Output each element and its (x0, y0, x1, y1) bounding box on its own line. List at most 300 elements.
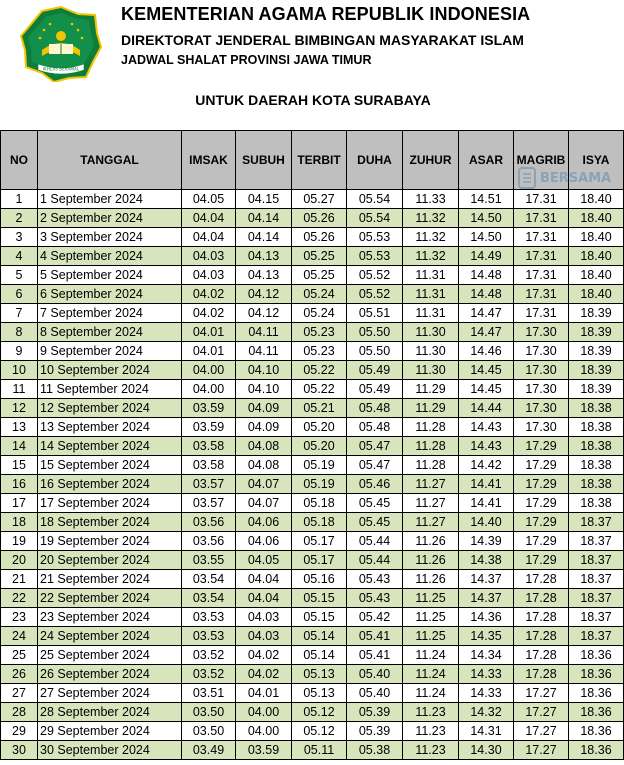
cell-no: 28 (1, 703, 38, 722)
cell-tanggal: 9 September 2024 (38, 342, 182, 361)
cell-isya: 18.40 (569, 247, 624, 266)
cell-magrib: 17.27 (514, 741, 569, 760)
cell-tanggal: 28 September 2024 (38, 703, 182, 722)
cell-subuh: 04.10 (236, 361, 292, 380)
column-header-no: NO (1, 131, 38, 190)
cell-magrib: 17.29 (514, 513, 569, 532)
cell-no: 5 (1, 266, 38, 285)
cell-duha: 05.52 (347, 285, 403, 304)
cell-magrib: 17.30 (514, 418, 569, 437)
cell-imsak: 04.03 (182, 266, 236, 285)
cell-zuhur: 11.28 (403, 418, 459, 437)
cell-subuh: 04.00 (236, 703, 292, 722)
cell-asar: 14.32 (459, 703, 514, 722)
cell-subuh: 04.12 (236, 304, 292, 323)
cell-asar: 14.43 (459, 437, 514, 456)
cell-duha: 05.41 (347, 627, 403, 646)
cell-duha: 05.51 (347, 304, 403, 323)
table-row (1, 741, 624, 760)
cell-tanggal: 25 September 2024 (38, 646, 182, 665)
cell-asar: 14.50 (459, 209, 514, 228)
cell-subuh: 04.07 (236, 494, 292, 513)
watermark-text: BERSAMA (540, 171, 612, 186)
cell-terbit: 05.20 (292, 418, 347, 437)
cell-imsak: 03.58 (182, 437, 236, 456)
cell-magrib: 17.29 (514, 532, 569, 551)
cell-imsak: 04.04 (182, 209, 236, 228)
cell-no: 14 (1, 437, 38, 456)
cell-subuh: 04.13 (236, 266, 292, 285)
cell-asar: 14.37 (459, 570, 514, 589)
cell-zuhur: 11.31 (403, 304, 459, 323)
cell-terbit: 05.18 (292, 513, 347, 532)
cell-magrib: 17.31 (514, 266, 569, 285)
cell-no: 26 (1, 665, 38, 684)
column-header-asar: ASAR (459, 131, 514, 190)
cell-subuh: 03.59 (236, 741, 292, 760)
cell-isya: 18.39 (569, 304, 624, 323)
cell-terbit: 05.22 (292, 361, 347, 380)
cell-terbit: 05.24 (292, 285, 347, 304)
cell-duha: 05.43 (347, 570, 403, 589)
cell-no: 16 (1, 475, 38, 494)
column-header-subuh: SUBUH (236, 131, 292, 190)
cell-isya: 18.36 (569, 665, 624, 684)
cell-isya: 18.38 (569, 399, 624, 418)
cell-no: 8 (1, 323, 38, 342)
cell-zuhur: 11.30 (403, 361, 459, 380)
table-row (1, 285, 624, 304)
cell-zuhur: 11.28 (403, 456, 459, 475)
cell-isya: 18.36 (569, 703, 624, 722)
cell-zuhur: 11.27 (403, 513, 459, 532)
cell-duha: 05.43 (347, 589, 403, 608)
cell-asar: 14.47 (459, 323, 514, 342)
cell-no: 15 (1, 456, 38, 475)
cell-asar: 14.40 (459, 513, 514, 532)
cell-magrib: 17.31 (514, 209, 569, 228)
cell-isya: 18.37 (569, 589, 624, 608)
cell-isya: 18.40 (569, 266, 624, 285)
cell-isya: 18.40 (569, 228, 624, 247)
cell-duha: 05.41 (347, 646, 403, 665)
cell-tanggal: 8 September 2024 (38, 323, 182, 342)
table-row (1, 551, 624, 570)
cell-zuhur: 11.30 (403, 342, 459, 361)
cell-magrib: 17.28 (514, 627, 569, 646)
cell-isya: 18.39 (569, 361, 624, 380)
cell-imsak: 04.02 (182, 285, 236, 304)
cell-asar: 14.35 (459, 627, 514, 646)
cell-tanggal: 19 September 2024 (38, 532, 182, 551)
logo-ribbon-text: IKHLAS BERAMAL (42, 66, 80, 72)
cell-magrib: 17.28 (514, 608, 569, 627)
cell-tanggal: 1 September 2024 (38, 190, 182, 209)
cell-terbit: 05.15 (292, 608, 347, 627)
cell-subuh: 04.06 (236, 532, 292, 551)
cell-tanggal: 12 September 2024 (38, 399, 182, 418)
cell-no: 9 (1, 342, 38, 361)
cell-isya: 18.36 (569, 722, 624, 741)
cell-zuhur: 11.32 (403, 228, 459, 247)
cell-tanggal: 29 September 2024 (38, 722, 182, 741)
cell-tanggal: 7 September 2024 (38, 304, 182, 323)
cell-tanggal: 13 September 2024 (38, 418, 182, 437)
table-row (1, 456, 624, 475)
cell-tanggal: 14 September 2024 (38, 437, 182, 456)
cell-isya: 18.38 (569, 475, 624, 494)
cell-no: 7 (1, 304, 38, 323)
cell-asar: 14.45 (459, 361, 514, 380)
cell-subuh: 04.04 (236, 589, 292, 608)
cell-magrib: 17.27 (514, 722, 569, 741)
table-row (1, 570, 624, 589)
cell-asar: 14.33 (459, 684, 514, 703)
cell-isya: 18.37 (569, 608, 624, 627)
cell-imsak: 04.04 (182, 228, 236, 247)
cell-no: 18 (1, 513, 38, 532)
cell-imsak: 04.03 (182, 247, 236, 266)
cell-no: 20 (1, 551, 38, 570)
column-header-duha: DUHA (347, 131, 403, 190)
cell-asar: 14.45 (459, 380, 514, 399)
cell-zuhur: 11.32 (403, 209, 459, 228)
cell-no: 19 (1, 532, 38, 551)
cell-isya: 18.38 (569, 437, 624, 456)
cell-imsak: 03.59 (182, 418, 236, 437)
cell-asar: 14.39 (459, 532, 514, 551)
cell-no: 24 (1, 627, 38, 646)
cell-zuhur: 11.28 (403, 437, 459, 456)
cell-magrib: 17.31 (514, 190, 569, 209)
cell-no: 12 (1, 399, 38, 418)
cell-magrib: 17.30 (514, 323, 569, 342)
cell-no: 22 (1, 589, 38, 608)
cell-duha: 05.48 (347, 399, 403, 418)
cell-asar: 14.31 (459, 722, 514, 741)
cell-subuh: 04.05 (236, 551, 292, 570)
table-row (1, 323, 624, 342)
cell-subuh: 04.14 (236, 209, 292, 228)
cell-magrib: 17.27 (514, 684, 569, 703)
cell-isya: 18.39 (569, 323, 624, 342)
cell-tanggal: 15 September 2024 (38, 456, 182, 475)
cell-asar: 14.42 (459, 456, 514, 475)
cell-no: 21 (1, 570, 38, 589)
cell-subuh: 04.01 (236, 684, 292, 703)
cell-tanggal: 27 September 2024 (38, 684, 182, 703)
cell-terbit: 05.19 (292, 456, 347, 475)
cell-zuhur: 11.31 (403, 285, 459, 304)
cell-magrib: 17.30 (514, 342, 569, 361)
cell-zuhur: 11.29 (403, 380, 459, 399)
table-row (1, 418, 624, 437)
table-row (1, 209, 624, 228)
schedule-title: JADWAL SHALAT PROVINSI JAWA TIMUR (121, 53, 372, 67)
table-row (1, 665, 624, 684)
document-header (0, 0, 624, 130)
cell-imsak: 03.55 (182, 551, 236, 570)
cell-subuh: 04.13 (236, 247, 292, 266)
cell-tanggal: 10 September 2024 (38, 361, 182, 380)
cell-subuh: 04.15 (236, 190, 292, 209)
cell-tanggal: 4 September 2024 (38, 247, 182, 266)
cell-zuhur: 11.32 (403, 247, 459, 266)
cell-terbit: 05.24 (292, 304, 347, 323)
cell-tanggal: 30 September 2024 (38, 741, 182, 760)
cell-asar: 14.30 (459, 741, 514, 760)
cell-subuh: 04.03 (236, 608, 292, 627)
cell-isya: 18.37 (569, 532, 624, 551)
cell-terbit: 05.15 (292, 589, 347, 608)
cell-tanggal: 18 September 2024 (38, 513, 182, 532)
cell-isya: 18.39 (569, 380, 624, 399)
cell-no: 10 (1, 361, 38, 380)
cell-terbit: 05.16 (292, 570, 347, 589)
cell-duha: 05.42 (347, 608, 403, 627)
cell-subuh: 04.02 (236, 646, 292, 665)
column-header-terbit: TERBIT (292, 131, 347, 190)
cell-asar: 14.51 (459, 190, 514, 209)
cell-terbit: 05.13 (292, 684, 347, 703)
cell-duha: 05.54 (347, 209, 403, 228)
cell-no: 27 (1, 684, 38, 703)
cell-zuhur: 11.24 (403, 684, 459, 703)
cell-zuhur: 11.26 (403, 532, 459, 551)
cell-subuh: 04.12 (236, 285, 292, 304)
cell-asar: 14.37 (459, 589, 514, 608)
cell-isya: 18.37 (569, 513, 624, 532)
cell-tanggal: 26 September 2024 (38, 665, 182, 684)
cell-terbit: 05.23 (292, 342, 347, 361)
cell-isya: 18.38 (569, 494, 624, 513)
cell-imsak: 03.52 (182, 665, 236, 684)
cell-terbit: 05.26 (292, 209, 347, 228)
cell-terbit: 05.25 (292, 247, 347, 266)
cell-duha: 05.49 (347, 380, 403, 399)
cell-tanggal: 11 September 2024 (38, 380, 182, 399)
cell-tanggal: 16 September 2024 (38, 475, 182, 494)
cell-imsak: 04.02 (182, 304, 236, 323)
cell-no: 4 (1, 247, 38, 266)
cell-magrib: 17.29 (514, 456, 569, 475)
cell-zuhur: 11.26 (403, 570, 459, 589)
cell-subuh: 04.02 (236, 665, 292, 684)
cell-duha: 05.53 (347, 228, 403, 247)
cell-isya: 18.38 (569, 418, 624, 437)
table-row (1, 399, 624, 418)
region-title: UNTUK DAERAH KOTA SURABAYA (195, 92, 431, 108)
cell-zuhur: 11.25 (403, 589, 459, 608)
cell-duha: 05.53 (347, 247, 403, 266)
column-header-tanggal: TANGGAL (38, 131, 182, 190)
cell-subuh: 04.10 (236, 380, 292, 399)
table-row (1, 608, 624, 627)
cell-zuhur: 11.23 (403, 703, 459, 722)
cell-isya: 18.36 (569, 684, 624, 703)
cell-magrib: 17.29 (514, 494, 569, 513)
cell-magrib: 17.28 (514, 665, 569, 684)
cell-duha: 05.40 (347, 665, 403, 684)
cell-imsak: 04.00 (182, 361, 236, 380)
cell-tanggal: 20 September 2024 (38, 551, 182, 570)
cell-isya: 18.37 (569, 570, 624, 589)
cell-zuhur: 11.25 (403, 608, 459, 627)
cell-isya: 18.37 (569, 551, 624, 570)
cell-subuh: 04.06 (236, 513, 292, 532)
cell-subuh: 04.08 (236, 456, 292, 475)
cell-duha: 05.40 (347, 684, 403, 703)
cell-imsak: 03.56 (182, 513, 236, 532)
cell-no: 2 (1, 209, 38, 228)
cell-isya: 18.40 (569, 190, 624, 209)
cell-subuh: 04.11 (236, 323, 292, 342)
cell-no: 17 (1, 494, 38, 513)
cell-subuh: 04.07 (236, 475, 292, 494)
cell-terbit: 05.12 (292, 722, 347, 741)
cell-zuhur: 11.27 (403, 475, 459, 494)
table-row (1, 190, 624, 209)
cell-terbit: 05.18 (292, 494, 347, 513)
cell-terbit: 05.17 (292, 551, 347, 570)
cell-zuhur: 11.27 (403, 494, 459, 513)
cell-subuh: 04.09 (236, 399, 292, 418)
cell-imsak: 03.49 (182, 741, 236, 760)
table-row (1, 513, 624, 532)
cell-duha: 05.46 (347, 475, 403, 494)
cell-duha: 05.44 (347, 551, 403, 570)
table-row (1, 247, 624, 266)
cell-terbit: 05.17 (292, 532, 347, 551)
cell-magrib: 17.30 (514, 361, 569, 380)
table-row (1, 475, 624, 494)
cell-terbit: 05.22 (292, 380, 347, 399)
cell-imsak: 04.01 (182, 342, 236, 361)
ministry-title: KEMENTERIAN AGAMA REPUBLIK INDONESIA (121, 4, 531, 24)
table-row (1, 627, 624, 646)
cell-no: 13 (1, 418, 38, 437)
cell-isya: 18.40 (569, 285, 624, 304)
cell-terbit: 05.14 (292, 646, 347, 665)
cell-duha: 05.38 (347, 741, 403, 760)
cell-asar: 14.33 (459, 665, 514, 684)
column-header-zuhur: ZUHUR (403, 131, 459, 190)
cell-zuhur: 11.29 (403, 399, 459, 418)
cell-imsak: 03.53 (182, 627, 236, 646)
cell-imsak: 04.01 (182, 323, 236, 342)
cell-magrib: 17.31 (514, 285, 569, 304)
table-row (1, 266, 624, 285)
cell-isya: 18.39 (569, 342, 624, 361)
cell-tanggal: 21 September 2024 (38, 570, 182, 589)
cell-tanggal: 6 September 2024 (38, 285, 182, 304)
cell-duha: 05.48 (347, 418, 403, 437)
column-header-magrib: MAGRIB (514, 131, 569, 190)
cell-magrib: 17.29 (514, 551, 569, 570)
cell-subuh: 04.14 (236, 228, 292, 247)
cell-zuhur: 11.33 (403, 190, 459, 209)
directorate-title: DIREKTORAT JENDERAL BIMBINGAN MASYARAKAT ISLAM (121, 32, 524, 48)
cell-duha: 05.45 (347, 513, 403, 532)
cell-imsak: 03.54 (182, 589, 236, 608)
cell-imsak: 03.57 (182, 494, 236, 513)
cell-asar: 14.41 (459, 494, 514, 513)
cell-asar: 14.44 (459, 399, 514, 418)
table-row (1, 684, 624, 703)
cell-duha: 05.54 (347, 190, 403, 209)
cell-imsak: 03.59 (182, 399, 236, 418)
kemenag-logo-icon (20, 6, 102, 82)
cell-duha: 05.45 (347, 494, 403, 513)
cell-asar: 14.47 (459, 304, 514, 323)
cell-asar: 14.48 (459, 266, 514, 285)
table-row (1, 380, 624, 399)
table-row (1, 228, 624, 247)
cell-magrib: 17.28 (514, 646, 569, 665)
cell-zuhur: 11.26 (403, 551, 459, 570)
cell-duha: 05.52 (347, 266, 403, 285)
cell-imsak: 03.57 (182, 475, 236, 494)
table-row (1, 646, 624, 665)
cell-isya: 18.36 (569, 646, 624, 665)
cell-imsak: 04.05 (182, 190, 236, 209)
cell-zuhur: 11.25 (403, 627, 459, 646)
cell-imsak: 03.50 (182, 722, 236, 741)
table-row (1, 437, 624, 456)
cell-duha: 05.47 (347, 437, 403, 456)
cell-asar: 14.46 (459, 342, 514, 361)
cell-no: 25 (1, 646, 38, 665)
cell-isya: 18.36 (569, 741, 624, 760)
cell-no: 1 (1, 190, 38, 209)
cell-tanggal: 22 September 2024 (38, 589, 182, 608)
cell-asar: 14.38 (459, 551, 514, 570)
cell-isya: 18.37 (569, 627, 624, 646)
cell-subuh: 04.08 (236, 437, 292, 456)
cell-imsak: 03.58 (182, 456, 236, 475)
cell-tanggal: 17 September 2024 (38, 494, 182, 513)
cell-imsak: 03.53 (182, 608, 236, 627)
cell-zuhur: 11.24 (403, 665, 459, 684)
cell-terbit: 05.27 (292, 190, 347, 209)
cell-no: 23 (1, 608, 38, 627)
cell-zuhur: 11.24 (403, 646, 459, 665)
cell-imsak: 03.54 (182, 570, 236, 589)
table-row (1, 703, 624, 722)
cell-tanggal: 3 September 2024 (38, 228, 182, 247)
cell-no: 30 (1, 741, 38, 760)
table-row (1, 722, 624, 741)
cell-duha: 05.49 (347, 361, 403, 380)
cell-zuhur: 11.30 (403, 323, 459, 342)
cell-subuh: 04.03 (236, 627, 292, 646)
cell-duha: 05.50 (347, 323, 403, 342)
cell-terbit: 05.19 (292, 475, 347, 494)
cell-terbit: 05.13 (292, 665, 347, 684)
column-header-imsak: IMSAK (182, 131, 236, 190)
cell-magrib: 17.31 (514, 304, 569, 323)
cell-magrib: 17.31 (514, 228, 569, 247)
cell-terbit: 05.21 (292, 399, 347, 418)
cell-imsak: 04.00 (182, 380, 236, 399)
cell-terbit: 05.12 (292, 703, 347, 722)
cell-imsak: 03.51 (182, 684, 236, 703)
cell-magrib: 17.30 (514, 380, 569, 399)
cell-asar: 14.34 (459, 646, 514, 665)
cell-magrib: 17.29 (514, 475, 569, 494)
table-header-row (1, 131, 624, 190)
table-body (1, 190, 624, 760)
